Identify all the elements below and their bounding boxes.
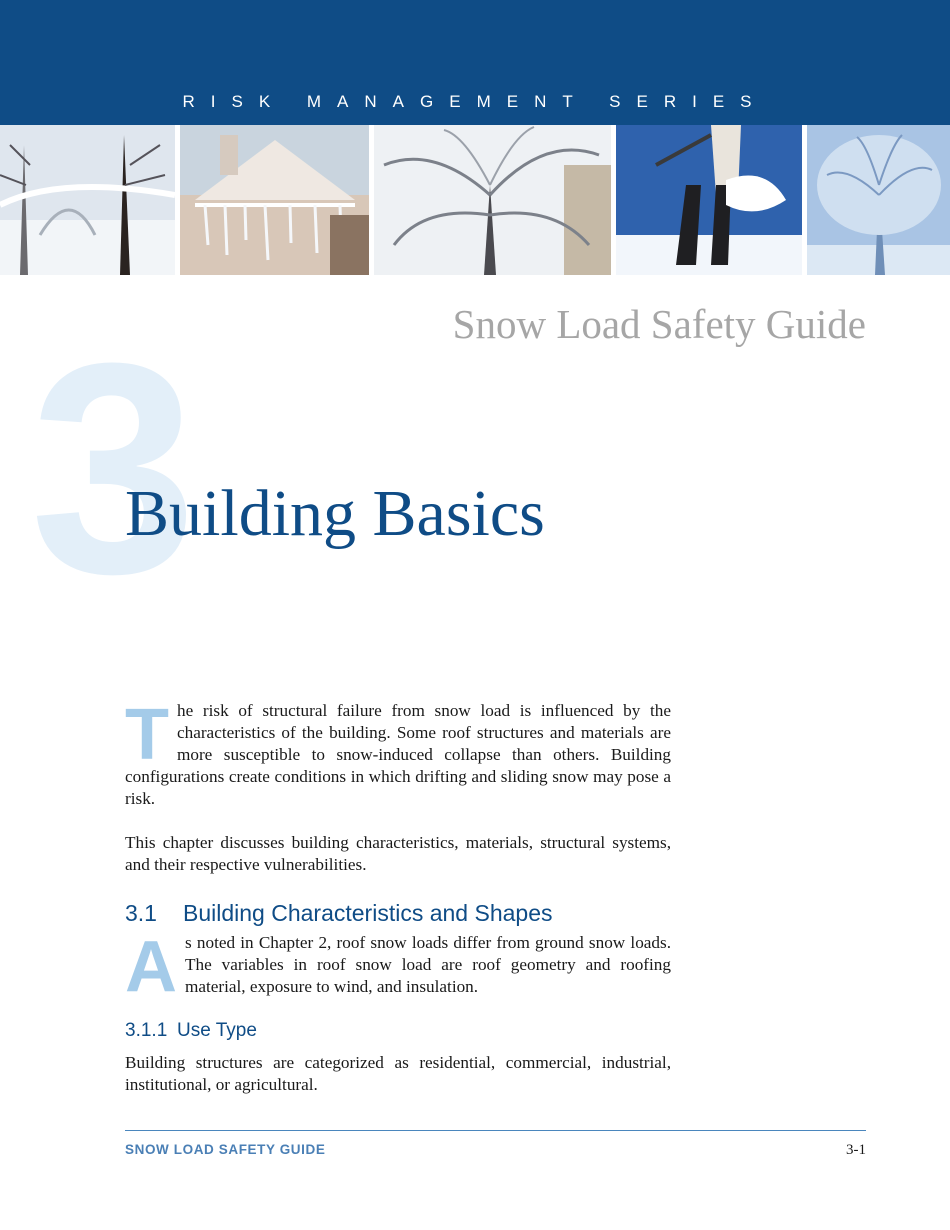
section-3-1-heading xyxy=(125,902,671,924)
ice-covered-tree-photo xyxy=(374,125,611,275)
drop-cap-t: T xyxy=(125,695,169,775)
intro-text: he risk of structural failure from snow load is influenced by the characteristics of the building. Some roof structures and materials are more susceptible to snow-induced collapse than others. Building configurations create conditions in which drifting and sliding snow may pose a risk. xyxy=(125,701,671,808)
section-title: Building Characteristics and Shapes xyxy=(183,900,553,926)
footer-guide-name: SNOW LOAD SAFETY GUIDE xyxy=(125,1142,326,1157)
iced-house-photo xyxy=(180,125,369,275)
header-banner xyxy=(0,0,950,125)
section-3-1-text: s noted in Chapter 2, roof snow loads differ from ground snow loads. The variables in roof snow load are roof geometry and roofing material, exposure to wind, and insulation. xyxy=(185,933,671,996)
footer-divider xyxy=(125,1130,866,1131)
person-shoveling-snow-photo xyxy=(616,125,802,275)
chapter-body xyxy=(125,695,671,1096)
overview-paragraph: This chapter discusses building characteristics, materials, structural systems, and their respective vulnerabilities. xyxy=(125,833,671,874)
chapter-number: 3 xyxy=(30,300,197,636)
subsection-title: Use Type xyxy=(177,1020,257,1041)
drop-cap-a: A xyxy=(125,927,177,1007)
intro-paragraph xyxy=(125,695,671,810)
frosted-tree-photo xyxy=(807,125,950,275)
series-label: RISK MANAGEMENT SERIES xyxy=(182,92,768,111)
icy-trees-photo xyxy=(0,125,175,275)
guide-title: Snow Load Safety Guide xyxy=(452,301,866,347)
section-number: 3.1 xyxy=(125,900,157,926)
photo-strip xyxy=(0,125,950,275)
chapter-title: Building Basics xyxy=(125,477,545,550)
section-3-1-1-paragraph: Building structures are categorized as residential, commercial, industrial, institutional, or agricultural. xyxy=(125,1053,671,1094)
subsection-number: 3.1.1 xyxy=(125,1020,168,1041)
section-3-1-paragraph xyxy=(125,927,671,1007)
page-number: 3-1 xyxy=(846,1142,866,1158)
section-3-1-1-heading xyxy=(125,1020,671,1042)
